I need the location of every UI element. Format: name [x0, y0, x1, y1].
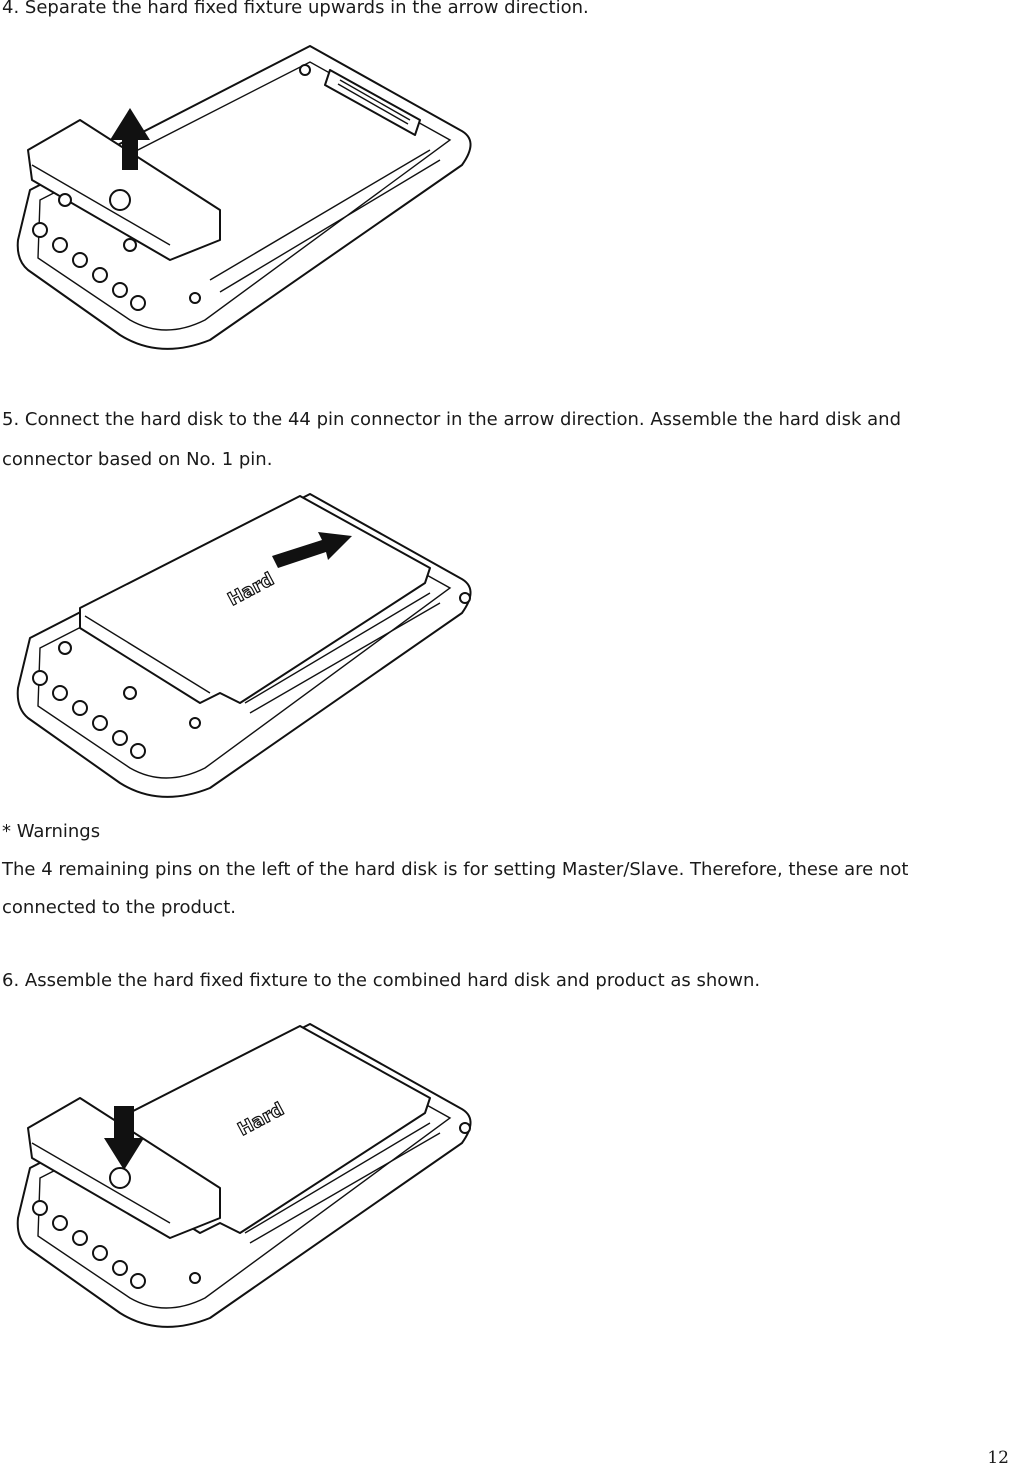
disk-label: Hard	[224, 568, 278, 611]
figure-assemble-fixture	[10, 1018, 490, 1328]
page-number: 12	[987, 1448, 1009, 1468]
disk-label-2: Hard	[234, 1098, 288, 1141]
step5-instruction-line2: connector based on No. 1 pin.	[2, 449, 273, 470]
figure-connect-disk	[10, 488, 490, 798]
warning-heading: * Warnings	[2, 821, 101, 842]
step5-instruction-line1: 5. Connect the hard disk to the 44 pin connector in the arrow direction. Assemble the hard disk and	[2, 409, 901, 430]
warning-line1: The 4 remaining pins on the left of the hard disk is for setting Master/Slave. Therefore, these are not	[2, 859, 909, 880]
step6-instruction: 6. Assemble the hard fixed fixture to the combined hard disk and product as shown.	[2, 970, 761, 991]
figure-remove-fixture	[10, 40, 490, 350]
step4-instruction: 4. Separate the hard fixed fixture upwards in the arrow direction.	[2, 0, 589, 18]
warning-line2: connected to the product.	[2, 897, 236, 918]
